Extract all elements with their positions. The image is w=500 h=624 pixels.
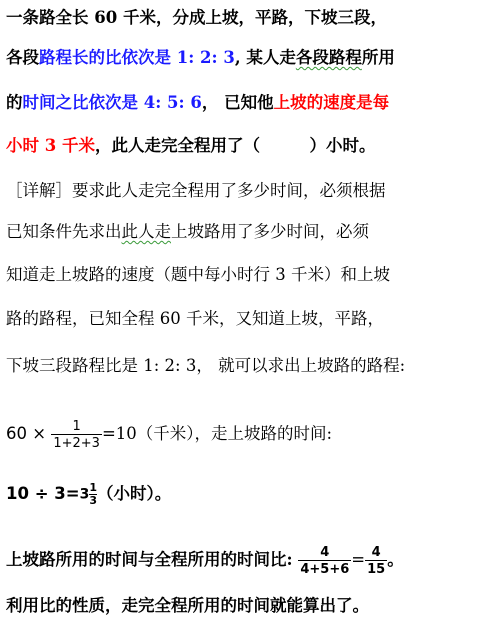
text: ， 已知他	[201, 93, 274, 112]
explanation-line-3: 知道走上坡路的速度（题中每小时行 3 千米）和上坡	[6, 265, 390, 284]
wavy-underline-text: 此人走	[121, 222, 171, 241]
text: ，此人走完全程用了（	[94, 136, 260, 155]
fraction-denominator: 1+2+3	[53, 435, 100, 451]
text: 上坡路用了多少时间，必须	[171, 222, 369, 241]
explanation-line-2	[6, 222, 369, 242]
highlight-blue-time-ratio: 时间之比依次是 4: 5: 6	[22, 93, 202, 112]
explanation-last-line: 利用比的性质，走完全程所用的时间就能算出了。	[6, 596, 369, 615]
explanation-line-5: 下坡三段路程比是 1: 2: 3， 就可以求出上坡路的路程:	[6, 356, 406, 375]
fraction-numerator: 1	[72, 418, 81, 434]
equation-line-1	[6, 410, 332, 458]
fraction-one-over-sum	[51, 419, 102, 451]
fraction-denominator: 15	[367, 561, 386, 577]
fraction-numerator: 4	[320, 544, 330, 560]
mixed-number	[80, 476, 97, 513]
text: 已知条件先求出	[6, 222, 122, 241]
mixed-fraction	[89, 482, 97, 507]
fraction-denominator: 3	[89, 494, 97, 508]
problem-line-2	[6, 48, 395, 68]
text: 60 ×	[6, 424, 47, 443]
problem-line-3	[6, 93, 389, 113]
text: 10 ÷ 3=	[6, 484, 80, 503]
fraction-four-fifteenths	[365, 545, 387, 577]
answer-blank	[260, 136, 310, 155]
text: 各段	[6, 48, 39, 67]
explanation-line-1: ［详解］要求此人走完全程用了多少时间，必须根据	[6, 181, 386, 200]
equals-sign: =	[351, 550, 366, 569]
fraction-denominator: 4+5+6	[300, 561, 350, 577]
equation-line-3	[6, 540, 404, 580]
text: 上坡路所用的时间与全程所用的时间比:	[6, 550, 293, 569]
text: ）小时。	[309, 136, 376, 155]
text: =10（千米），走上坡路的时间:	[101, 424, 333, 443]
mixed-whole: 3	[79, 486, 90, 503]
fraction-numerator: 4	[371, 544, 381, 560]
highlight-blue-ratio: 路程长的比依次是 1: 2: 3	[39, 48, 235, 67]
highlight-red-speed: 上坡的速度是每	[273, 93, 390, 112]
problem-line-1: 一条路全长 60 千米，分成上坡，平路，下坡三段，	[6, 8, 387, 27]
problem-line-4	[6, 136, 375, 156]
text: 的	[6, 93, 23, 112]
wavy-underline-text: 各段路程	[295, 48, 362, 67]
equation-line-2	[6, 476, 171, 513]
fraction-four-over-sum	[298, 545, 351, 577]
highlight-red-speed-cont: 小时 3 千米	[6, 136, 95, 155]
text: , 某人走	[234, 48, 296, 67]
text: 。	[387, 550, 404, 569]
fraction-numerator: 1	[89, 481, 97, 495]
text: （小时）。	[97, 484, 172, 503]
text: 所用	[361, 48, 395, 67]
explanation-line-4: 路的路程，已知全程 60 千米，又知道上坡，平路，	[6, 309, 384, 328]
